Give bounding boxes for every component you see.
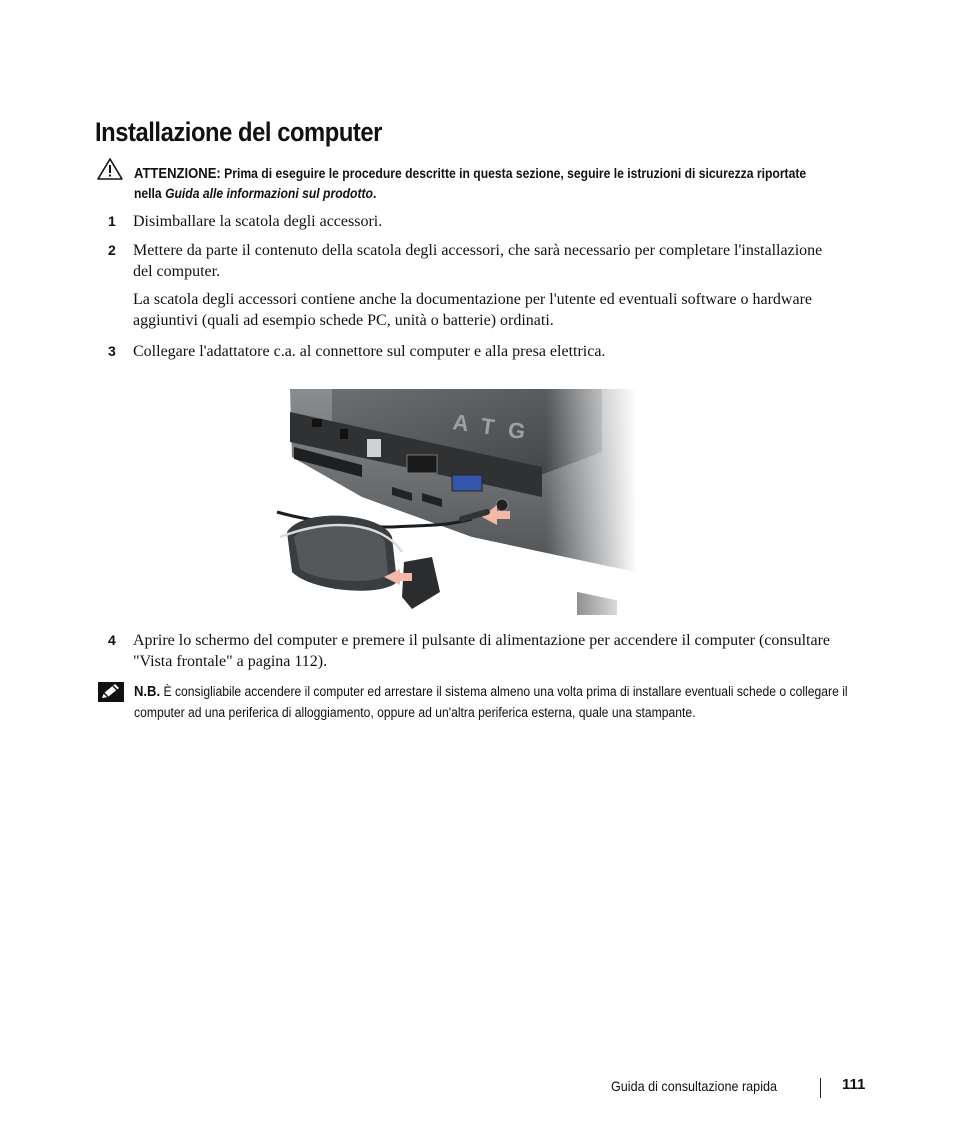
page-title: Installazione del computer xyxy=(95,117,382,147)
note-label: N.B. xyxy=(134,684,161,700)
step-text-3: Collegare l'adattatore c.a. al connettore sul computer e alla presa elettrica. xyxy=(133,343,606,360)
note-text xyxy=(134,682,854,722)
warning-label: ATTENZIONE: xyxy=(134,166,221,182)
step-number-2: 2 xyxy=(108,242,116,258)
footer-label: Guida di consultazione rapida xyxy=(611,1078,778,1094)
step-number-4: 4 xyxy=(108,632,116,648)
warning-triangle-icon xyxy=(96,157,124,181)
pencil-note-icon xyxy=(98,682,124,702)
note-body: È consigliabile accendere il computer ed arrestare il sistema almeno una volta prima di installare eventuali schede o collegare il computer ad una periferica di alloggiamento, oppure ad un'altra periferica esterna, quale una stampante. xyxy=(134,684,848,720)
step-number-3: 3 xyxy=(108,343,116,359)
step-text-4: Aprire lo schermo del computer e premere il pulsante di alimentazione per accendere il computer (consultare "Vista frontale" a pagina 112). xyxy=(133,632,831,670)
warning-end: . xyxy=(372,186,377,201)
warning-text xyxy=(134,164,818,203)
page-number: 111 xyxy=(842,1076,866,1093)
step-text-2: Mettere da parte il contenuto della scatola degli accessori, che sarà necessario per completare l'installazione del computer. xyxy=(133,242,823,280)
step-number-1: 1 xyxy=(108,213,116,229)
footer-separator xyxy=(820,1078,821,1098)
warning-body: Prima di eseguire le procedure descritte in questa sezione, seguire le istruzioni di sicurezza riportate nella xyxy=(134,166,807,201)
warning-reference: Guida alle informazioni sul prodotto xyxy=(165,186,373,201)
step-2-extra: La scatola degli accessori contiene anche la documentazione per l'utente ed eventuali software o hardware aggiuntivi (quali ad esempio schede PC, unità o batterie) ordinati. xyxy=(133,291,813,329)
step-text-1: Disimballare la scatola degli accessori. xyxy=(133,213,383,230)
ac-adapter-illustration xyxy=(272,387,637,615)
